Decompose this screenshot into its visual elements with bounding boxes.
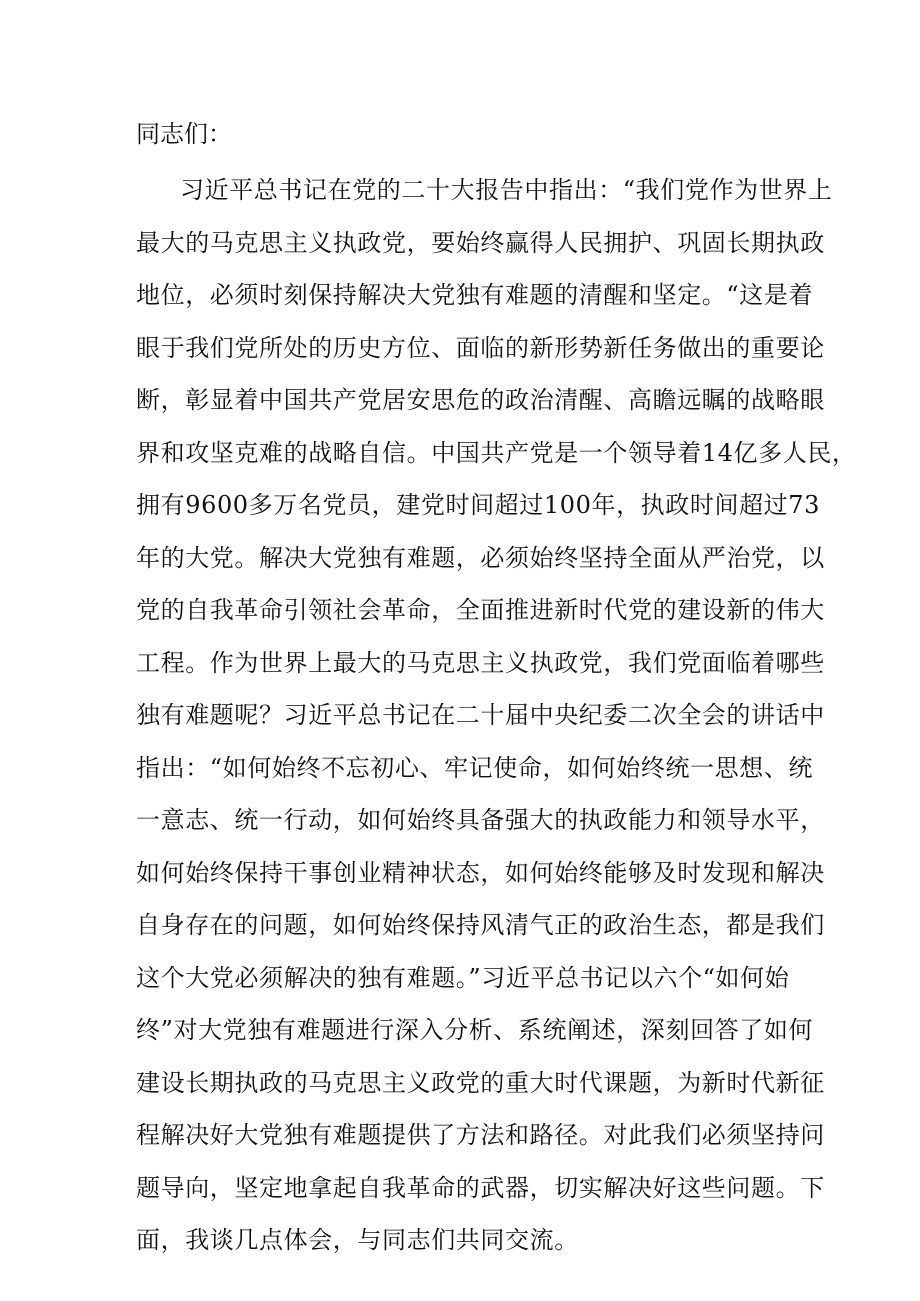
- paragraph-line: 程解决好大党独有难题提供了方法和路径。对此我们必须坚持问: [136, 1121, 825, 1149]
- salutation: 同志们：: [136, 120, 232, 148]
- paragraph-line: 最大的马克思主义执政党，要始终赢得人民拥护、巩固长期执政: [136, 228, 825, 257]
- paragraph-line: 指出：“如何始终不忘初心、牢记使命，如何始终统一思想、统: [136, 753, 814, 782]
- paragraph-line: 建设长期执政的马克思主义政党的重大时代课题，为新时代新征: [136, 1068, 825, 1097]
- paragraph-line: 如何始终保持干事创业精神状态，如何始终能够及时发现和解决: [136, 858, 825, 887]
- paragraph-line: 这个大党必须解决的独有难题。”习近平总书记以六个“如何始: [136, 963, 790, 992]
- paragraph-line: 年的大党。解决大党独有难题，必须始终坚持全面从严治党，以: [136, 543, 825, 572]
- paragraph-line: 党的自我革命引领社会革命，全面推进新时代党的建设新的伟大: [136, 596, 825, 624]
- paragraph-line: 终”对大党独有难题进行深入分析、系统阐述，深刻回答了如何: [136, 1016, 814, 1044]
- paragraph-line: 习近平总书记在党的二十大报告中指出：“我们党作为世界上: [180, 176, 833, 204]
- paragraph-line: 独有难题呢？习近平总书记在二十届中央纪委二次全会的讲话中: [136, 701, 825, 729]
- paragraph-line: 面，我谈几点体会，与同志们共同交流。: [136, 1226, 579, 1254]
- paragraph-line: 断，彰显着中国共产党居安思危的政治清醒、高瞻远瞩的战略眼: [136, 386, 825, 414]
- paragraph-line: 眼于我们党所处的历史方位、面临的新形势新任务做出的重要论: [136, 333, 825, 362]
- paragraph-line: 工程。作为世界上最大的马克思主义执政党，我们党面临着哪些: [136, 648, 825, 677]
- paragraph-line: 一意志、统一行动，如何始终具备强大的执政能力和领导水平，: [136, 806, 825, 834]
- paragraph-line: 界和攻坚克难的战略自信。中国共产党是一个领导着14亿多人民，: [136, 438, 857, 467]
- body-paragraph: [136, 164, 857, 1267]
- paragraph-line: 地位，必须时刻保持解决大党独有难题的清醒和坚定。“这是着: [136, 281, 814, 309]
- paragraph-line: 自身存在的问题，如何始终保持风清气正的政治生态，都是我们: [136, 911, 825, 939]
- paragraph-line: 拥有9600多万名党员，建党时间超过100年，执政时间超过73: [136, 491, 821, 519]
- paragraph-line: 题导向，坚定地拿起自我革命的武器，切实解决好这些问题。下: [136, 1173, 825, 1202]
